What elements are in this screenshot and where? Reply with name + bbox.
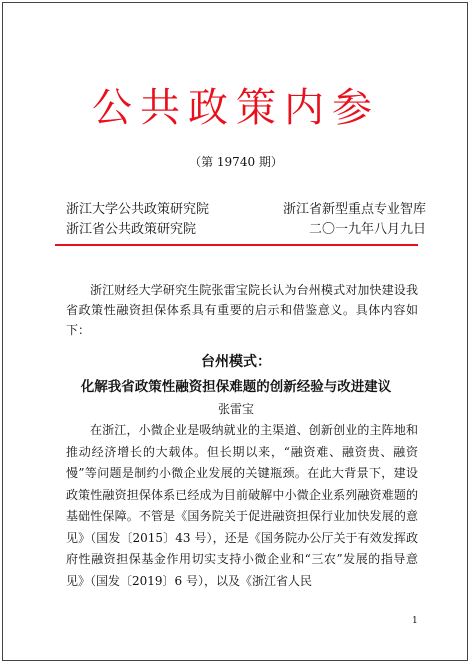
article-author: 张雷宝 (217, 402, 254, 416)
intro-paragraph: 浙江财经大学研究生院张雷宝院长认为台州模式对加快建设我省政策性融资担保体系具有重要的启示和借鉴意义。具体内容如下： (66, 283, 418, 337)
publisher-name-1: 浙江大学公共政策研究院 (66, 202, 210, 217)
publisher-header (66, 200, 426, 240)
think-tank-label: 浙江省新型重点专业智库 (282, 202, 426, 217)
masthead-title: 公共政策内参 (92, 85, 380, 131)
red-divider (55, 244, 418, 246)
publish-date: 二〇一九年八月九日 (308, 222, 426, 237)
issue-number: （第 19740 期） (189, 155, 283, 169)
publisher-name-2: 浙江省公共政策研究院 (66, 222, 197, 237)
article-title-line-1: 台州模式： (201, 354, 271, 370)
header-row-1 (66, 200, 426, 220)
article-title-line-2: 化解我省政策性融资担保难题的创新经验与改进建议 (80, 379, 392, 395)
header-row-2 (66, 220, 426, 240)
page-number: 1 (412, 616, 418, 626)
article-body: 在浙江，小微企业是吸纳就业的主渠道、创新创业的主阵地和推动经济增长的大载体。但长期以来，“融资难、融资贵、融资慢”等问题是制约小微企业发展的关键瓶颈。在此大背景下，建设政策性融资担保体系已经成为目前破解中小微企业系列融资难题的基础性保障。不管是《国务院关于促进融资担保行业加快发展的意见》（国发〔2015〕43 号），还是《国务院办公厅关于有效发挥政府性融资担保基金作用切实支持小微企业和“三农”发展的指导意见》（国发〔2019〕6 号），以及《浙江省人民 (66, 423, 418, 588)
